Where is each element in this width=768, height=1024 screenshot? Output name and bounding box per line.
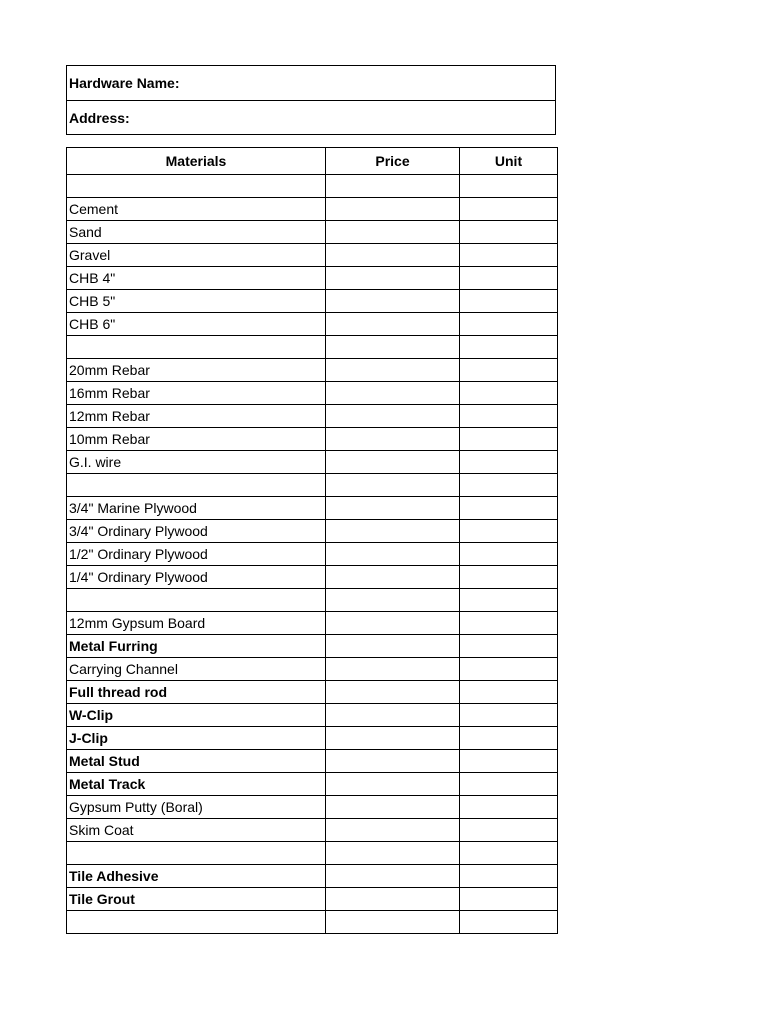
hardware-info-box xyxy=(66,65,556,135)
table-row xyxy=(67,865,558,888)
material-cell[interactable]: Gypsum Putty (Boral) xyxy=(67,796,326,819)
table-row xyxy=(67,681,558,704)
material-cell[interactable]: 3/4" Ordinary Plywood xyxy=(67,520,326,543)
unit-cell[interactable] xyxy=(460,221,558,244)
unit-cell[interactable] xyxy=(460,359,558,382)
table-row xyxy=(67,704,558,727)
price-cell[interactable] xyxy=(326,267,460,290)
material-cell[interactable]: CHB 5" xyxy=(67,290,326,313)
price-cell[interactable] xyxy=(326,405,460,428)
unit-cell[interactable] xyxy=(460,796,558,819)
material-cell[interactable]: W-Clip xyxy=(67,704,326,727)
price-cell[interactable] xyxy=(326,543,460,566)
price-cell[interactable] xyxy=(326,796,460,819)
unit-cell[interactable] xyxy=(460,175,558,198)
table-row xyxy=(67,175,558,198)
unit-cell[interactable] xyxy=(460,911,558,934)
table-row xyxy=(67,382,558,405)
price-cell[interactable] xyxy=(326,865,460,888)
price-cell[interactable] xyxy=(326,359,460,382)
table-row xyxy=(67,543,558,566)
price-cell[interactable] xyxy=(326,773,460,796)
price-cell[interactable] xyxy=(326,612,460,635)
unit-cell[interactable] xyxy=(460,566,558,589)
price-cell[interactable] xyxy=(326,244,460,267)
material-cell[interactable] xyxy=(67,474,326,497)
column-header-unit: Unit xyxy=(460,148,558,175)
material-cell[interactable] xyxy=(67,842,326,865)
price-cell[interactable] xyxy=(326,842,460,865)
material-cell[interactable]: 10mm Rebar xyxy=(67,428,326,451)
table-row xyxy=(67,359,558,382)
table-row xyxy=(67,290,558,313)
materials-table-body xyxy=(67,175,558,934)
material-cell[interactable]: Sand xyxy=(67,221,326,244)
unit-cell[interactable] xyxy=(460,658,558,681)
material-cell[interactable] xyxy=(67,336,326,359)
table-row xyxy=(67,267,558,290)
material-cell[interactable]: 1/4" Ordinary Plywood xyxy=(67,566,326,589)
table-row xyxy=(67,796,558,819)
price-cell[interactable] xyxy=(326,290,460,313)
price-cell[interactable] xyxy=(326,635,460,658)
price-cell[interactable] xyxy=(326,198,460,221)
price-cell[interactable] xyxy=(326,451,460,474)
unit-cell[interactable] xyxy=(460,704,558,727)
table-row xyxy=(67,405,558,428)
unit-cell[interactable] xyxy=(460,267,558,290)
unit-cell[interactable] xyxy=(460,474,558,497)
material-cell[interactable]: Carrying Channel xyxy=(67,658,326,681)
table-row xyxy=(67,428,558,451)
price-cell[interactable] xyxy=(326,497,460,520)
material-cell[interactable]: Tile Grout xyxy=(67,888,326,911)
unit-cell[interactable] xyxy=(460,773,558,796)
unit-cell[interactable] xyxy=(460,842,558,865)
unit-cell[interactable] xyxy=(460,290,558,313)
table-row xyxy=(67,612,558,635)
price-cell[interactable] xyxy=(326,474,460,497)
price-cell[interactable] xyxy=(326,750,460,773)
address-label: Address: xyxy=(67,100,555,134)
hardware-name-label: Hardware Name: xyxy=(69,75,180,91)
unit-cell[interactable] xyxy=(460,612,558,635)
table-row xyxy=(67,313,558,336)
unit-cell[interactable] xyxy=(460,750,558,773)
unit-cell[interactable] xyxy=(460,405,558,428)
table-row xyxy=(67,474,558,497)
table-row xyxy=(67,198,558,221)
unit-cell[interactable] xyxy=(460,819,558,842)
material-cell[interactable]: CHB 4" xyxy=(67,267,326,290)
unit-cell[interactable] xyxy=(460,198,558,221)
table-row xyxy=(67,221,558,244)
table-row xyxy=(67,911,558,934)
material-cell[interactable]: J-Clip xyxy=(67,727,326,750)
unit-cell[interactable] xyxy=(460,543,558,566)
table-row xyxy=(67,520,558,543)
table-row xyxy=(67,566,558,589)
materials-table xyxy=(66,147,558,934)
unit-cell[interactable] xyxy=(460,313,558,336)
unit-cell[interactable] xyxy=(460,865,558,888)
unit-cell[interactable] xyxy=(460,451,558,474)
column-header-price: Price xyxy=(326,148,460,175)
unit-cell[interactable] xyxy=(460,382,558,405)
table-header-row xyxy=(67,148,558,175)
table-row xyxy=(67,244,558,267)
table-row xyxy=(67,750,558,773)
table-row xyxy=(67,635,558,658)
material-cell[interactable]: Metal Stud xyxy=(67,750,326,773)
unit-cell[interactable] xyxy=(460,589,558,612)
price-cell[interactable] xyxy=(326,704,460,727)
material-cell[interactable]: Metal Track xyxy=(67,773,326,796)
price-cell[interactable] xyxy=(326,313,460,336)
price-cell[interactable] xyxy=(326,566,460,589)
material-cell[interactable]: Gravel xyxy=(67,244,326,267)
column-header-materials: Materials xyxy=(67,148,326,175)
material-cell[interactable]: Tile Adhesive xyxy=(67,865,326,888)
unit-cell[interactable] xyxy=(460,244,558,267)
price-cell[interactable] xyxy=(326,658,460,681)
material-cell[interactable]: G.I. wire xyxy=(67,451,326,474)
price-cell[interactable] xyxy=(326,428,460,451)
table-row xyxy=(67,819,558,842)
table-row xyxy=(67,727,558,750)
unit-cell[interactable] xyxy=(460,497,558,520)
material-cell[interactable]: 1/2" Ordinary Plywood xyxy=(67,543,326,566)
material-cell[interactable]: 3/4" Marine Plywood xyxy=(67,497,326,520)
unit-cell[interactable] xyxy=(460,635,558,658)
material-cell[interactable]: CHB 6" xyxy=(67,313,326,336)
price-cell[interactable] xyxy=(326,221,460,244)
table-row xyxy=(67,497,558,520)
price-cell[interactable] xyxy=(326,336,460,359)
material-cell[interactable]: 20mm Rebar xyxy=(67,359,326,382)
material-cell[interactable] xyxy=(67,911,326,934)
unit-cell[interactable] xyxy=(460,727,558,750)
table-row xyxy=(67,451,558,474)
price-cell[interactable] xyxy=(326,520,460,543)
material-cell[interactable]: Metal Furring xyxy=(67,635,326,658)
material-cell[interactable]: Cement xyxy=(67,198,326,221)
material-cell[interactable]: Full thread rod xyxy=(67,681,326,704)
table-row xyxy=(67,336,558,359)
price-cell[interactable] xyxy=(326,819,460,842)
material-cell[interactable]: 16mm Rebar xyxy=(67,382,326,405)
unit-cell[interactable] xyxy=(460,520,558,543)
material-cell[interactable] xyxy=(67,589,326,612)
table-row xyxy=(67,888,558,911)
price-cell[interactable] xyxy=(326,382,460,405)
price-cell[interactable] xyxy=(326,727,460,750)
price-cell[interactable] xyxy=(326,911,460,934)
table-row xyxy=(67,773,558,796)
table-row xyxy=(67,589,558,612)
unit-cell[interactable] xyxy=(460,888,558,911)
price-cell[interactable] xyxy=(326,888,460,911)
material-cell[interactable]: Skim Coat xyxy=(67,819,326,842)
price-cell[interactable] xyxy=(326,681,460,704)
price-cell[interactable] xyxy=(326,589,460,612)
table-row xyxy=(67,842,558,865)
material-cell[interactable]: 12mm Rebar xyxy=(67,405,326,428)
table-row xyxy=(67,658,558,681)
material-cell[interactable]: 12mm Gypsum Board xyxy=(67,612,326,635)
unit-cell[interactable] xyxy=(460,336,558,359)
material-cell[interactable] xyxy=(67,175,326,198)
price-cell[interactable] xyxy=(326,175,460,198)
unit-cell[interactable] xyxy=(460,428,558,451)
unit-cell[interactable] xyxy=(460,681,558,704)
